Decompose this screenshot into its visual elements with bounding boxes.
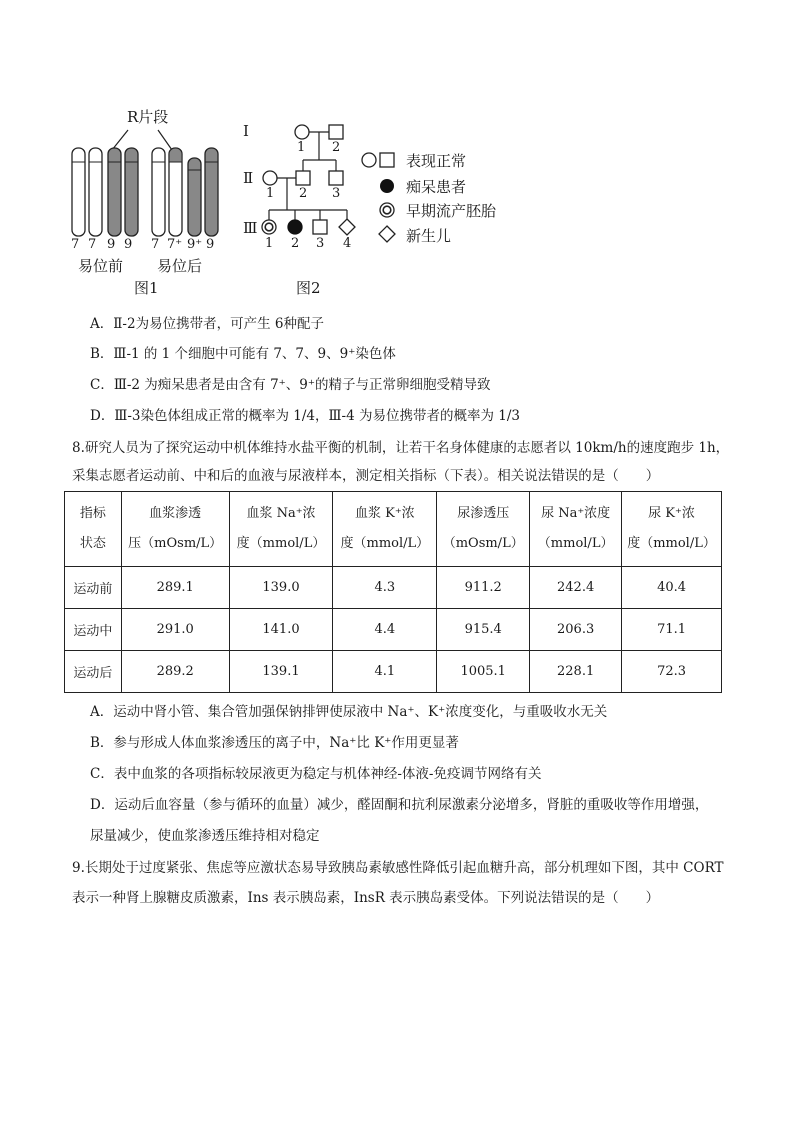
table-header-cell: 血浆渗透 压（mOsm/L） (121, 492, 229, 567)
table-cell: 911.2 (437, 567, 530, 609)
pedigree-chart (255, 115, 365, 245)
table-cell: 206.3 (530, 609, 622, 651)
table-cell: 289.1 (121, 567, 229, 609)
gen2-num-2: 2 (299, 186, 308, 201)
table-row (65, 609, 722, 651)
r-segment-label: R片段 (127, 108, 169, 126)
legend-symbols (360, 150, 402, 250)
q8-option-c: C．表中血浆的各项指标较尿液更为稳定与机体神经-体液-免疫调节网络有关 (90, 766, 542, 782)
gen2-num-1: 1 (266, 186, 275, 201)
generation-2-label: Ⅱ (243, 169, 254, 187)
legend-normal-label: 表现正常 (406, 152, 467, 170)
gen3-num-4: 4 (343, 236, 352, 251)
gen3-miscarriage-inner (265, 223, 273, 231)
gen3-num-3: 3 (316, 236, 325, 251)
table-cell: 915.4 (437, 609, 530, 651)
gen1-num-2: 2 (332, 140, 341, 155)
table-cell: 289.2 (121, 651, 229, 693)
chromosome-9b (125, 148, 138, 236)
table-state-cell: 运动前 (65, 567, 122, 609)
table-cell: 139.0 (229, 567, 333, 609)
generation-3-label: Ⅲ (243, 219, 258, 237)
table-row (65, 651, 722, 693)
table-cell: 141.0 (229, 609, 333, 651)
chromosome-7a (72, 148, 85, 236)
table-cell: 72.3 (622, 651, 722, 693)
q7-option-d: D．Ⅲ-3染色体组成正常的概率为 1/4，Ⅲ-4 为易位携带者的概率为 1/3 (90, 408, 520, 424)
gen1-num-1: 1 (297, 140, 306, 155)
table-header-cell: 尿 K⁺浓 度（mmol/L） (622, 492, 722, 567)
gen3-male-normal (313, 220, 327, 234)
gen2-male-3 (329, 171, 343, 185)
gen3-dementia-patient (288, 220, 302, 234)
table-header-cell: 血浆 Na⁺浓 度（mmol/L） (229, 492, 333, 567)
figure-1-caption: 图1 (134, 279, 159, 297)
table-row (65, 567, 722, 609)
table-header-row (65, 492, 722, 567)
table-cell: 228.1 (530, 651, 622, 693)
gen3-num-2: 2 (291, 236, 300, 251)
table-cell: 71.1 (622, 609, 722, 651)
q8-stem-line1: 8.研究人员为了探究运动中机体维持水盐平衡的机制，让若干名身体健康的志愿者以 10km/h的速度跑步 1h， (72, 440, 730, 456)
chromosome-9plus (188, 158, 201, 236)
chromosome-7-after (152, 148, 165, 236)
chromosome-9-after (205, 148, 218, 236)
table-cell: 4.4 (333, 609, 437, 651)
legend-miscarriage-label: 早期流产胚胎 (406, 202, 497, 220)
chromosome-7b (89, 148, 102, 236)
chromosome-7plus (169, 148, 182, 236)
table-corner-cell: 指标 状态 (65, 492, 122, 567)
group-before-label: 易位前 (78, 257, 124, 275)
table-cell: 1005.1 (437, 651, 530, 693)
gen3-num-1: 1 (265, 236, 274, 251)
q8-option-b: B．参与形成人体血浆渗透压的离子中，Na⁺比 K⁺作用更显著 (90, 735, 459, 751)
chromosome-9a (108, 148, 121, 236)
gen2-male-2 (296, 171, 310, 185)
table-cell: 291.0 (121, 609, 229, 651)
q9-stem-line2: 表示一种肾上腺糖皮质激素，Ins 表示胰岛素，InsR 表示胰岛素受体。下列说法错误的是（ ） (72, 890, 660, 906)
q7-option-c: C．Ⅲ-2 为痴呆患者是由含有 7⁺、9⁺的精子与正常卵细胞受精导致 (90, 377, 491, 393)
figure-2-caption: 图2 (296, 279, 321, 297)
legend-newborn-icon (379, 226, 395, 242)
table-cell: 242.4 (530, 567, 622, 609)
table-cell: 4.1 (333, 651, 437, 693)
table-header-cell: 血浆 K⁺浓 度（mmol/L） (333, 492, 437, 567)
legend-dementia-label: 痴呆患者 (406, 178, 467, 196)
q8-data-table (64, 491, 722, 693)
table-cell: 4.3 (333, 567, 437, 609)
gen2-female-normal (263, 171, 277, 185)
q8-option-d-line1: D．运动后血容量（参与循环的血量）减少，醛固酮和抗利尿激素分泌增多，肾脏的重吸收等作用增强， (90, 797, 709, 813)
table-cell: 40.4 (622, 567, 722, 609)
generation-1-label: Ⅰ (243, 122, 249, 140)
q8-stem-line2: 采集志愿者运动前、中和后的血液与尿液样本，测定相关指标（下表）。相关说法错误的是（ ） (72, 468, 660, 484)
legend-normal-female-icon (362, 153, 376, 167)
legend-normal-male-icon (380, 153, 394, 167)
table-header-cell: 尿渗透压 （mOsm/L） (437, 492, 530, 567)
legend-newborn-label: 新生儿 (406, 227, 452, 245)
table-cell: 139.1 (229, 651, 333, 693)
q8-option-a: A．运动中肾小管、集合管加强保钠排钾使尿液中 Na⁺、K⁺浓度变化，与重吸收水无关 (90, 704, 608, 720)
table-state-cell: 运动后 (65, 651, 122, 693)
table-state-cell: 运动中 (65, 609, 122, 651)
legend-dementia-icon (380, 179, 394, 193)
table-header-cell: 尿 Na⁺浓度 （mmol/L） (530, 492, 622, 567)
gen1-male-normal (329, 125, 343, 139)
group-after-label: 易位后 (157, 257, 203, 275)
gen1-female-normal (295, 125, 309, 139)
q9-stem-line1: 9.长期处于过度紧张、焦虑等应激状态易导致胰岛素敏感性降低引起血糖升高，部分机理如下图，其中 CORT (72, 860, 724, 876)
gen3-newborn (339, 219, 355, 235)
q7-option-a: A．Ⅱ-2为易位携带者，可产生 6种配子 (90, 316, 324, 332)
q8-option-d-line2: 尿量减少，使血浆渗透压维持相对稳定 (90, 828, 320, 844)
gen2-num-3: 3 (332, 186, 341, 201)
q7-option-b: B．Ⅲ-1 的 1 个细胞中可能有 7、7、9、9⁺染色体 (90, 346, 396, 362)
